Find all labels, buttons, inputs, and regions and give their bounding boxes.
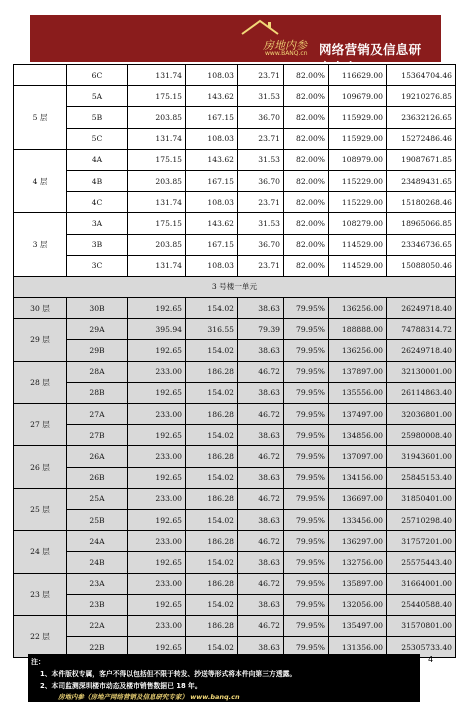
floor-cell: 3 层 [14, 213, 67, 277]
table-row [14, 615, 456, 636]
room-cell: 5B [67, 107, 128, 128]
value-cell: 79.95% [284, 361, 329, 382]
value-cell: 203.85 [128, 170, 186, 191]
value-cell: 203.85 [128, 107, 186, 128]
value-cell: 82.00% [284, 234, 329, 255]
value-cell: 131356.00 [329, 637, 387, 658]
value-cell: 131.74 [128, 255, 186, 276]
value-cell: 79.95% [284, 615, 329, 636]
value-cell: 136297.00 [329, 531, 387, 552]
value-cell: 192.65 [128, 552, 186, 573]
value-cell: 82.00% [284, 149, 329, 170]
room-cell: 27B [67, 425, 128, 446]
value-cell: 186.28 [186, 615, 238, 636]
value-cell: 154.02 [186, 637, 238, 658]
table-row [14, 531, 456, 552]
value-cell: 38.63 [238, 382, 284, 403]
value-cell: 36.70 [238, 170, 284, 191]
floor-cell: 30 层 [14, 298, 67, 319]
value-cell: 38.63 [238, 340, 284, 361]
table-row [14, 361, 456, 382]
value-cell: 25710298.40 [387, 509, 456, 530]
room-cell: 3B [67, 234, 128, 255]
table-row [14, 446, 456, 467]
value-cell: 79.95% [284, 298, 329, 319]
floor-cell: 27 层 [14, 404, 67, 446]
value-cell: 79.95% [284, 509, 329, 530]
value-cell: 82.00% [284, 255, 329, 276]
value-cell: 186.28 [186, 573, 238, 594]
floor-cell: 23 层 [14, 573, 67, 615]
value-cell: 38.63 [238, 298, 284, 319]
logo-text: 房地内参 [263, 39, 307, 52]
room-cell: 24B [67, 552, 128, 573]
value-cell: 108.03 [186, 192, 238, 213]
footer-notes [28, 654, 420, 702]
value-cell: 115929.00 [329, 128, 387, 149]
value-cell: 79.95% [284, 552, 329, 573]
table-row [14, 594, 456, 615]
table-row [14, 128, 456, 149]
value-cell: 192.65 [128, 637, 186, 658]
room-cell: 27A [67, 404, 128, 425]
room-cell: 25A [67, 488, 128, 509]
note-2: 2、本司监测深圳楼市动态及楼市销售数据已 18 年。 [40, 682, 202, 690]
value-cell: 46.72 [238, 404, 284, 425]
value-cell: 23.71 [238, 192, 284, 213]
value-cell: 115229.00 [329, 170, 387, 191]
value-cell: 23632126.65 [387, 107, 456, 128]
value-cell: 31.53 [238, 149, 284, 170]
value-cell: 115229.00 [329, 192, 387, 213]
value-cell: 132056.00 [329, 594, 387, 615]
room-cell: 25B [67, 509, 128, 530]
value-cell: 79.95% [284, 340, 329, 361]
value-cell: 46.72 [238, 488, 284, 509]
value-cell: 131.74 [128, 192, 186, 213]
table-row [14, 255, 456, 276]
table-row [14, 213, 456, 234]
value-cell: 132756.00 [329, 552, 387, 573]
table-row [14, 319, 456, 340]
value-cell: 135556.00 [329, 382, 387, 403]
value-cell: 137097.00 [329, 446, 387, 467]
table-row [14, 382, 456, 403]
page-number: 4 [428, 655, 434, 664]
value-cell: 23.71 [238, 255, 284, 276]
value-cell: 154.02 [186, 340, 238, 361]
value-cell: 23346736.65 [387, 234, 456, 255]
value-cell: 25980008.40 [387, 425, 456, 446]
value-cell: 188888.00 [329, 319, 387, 340]
floor-cell: 4 层 [14, 149, 67, 213]
value-cell: 25305733.40 [387, 637, 456, 658]
value-cell: 31.53 [238, 213, 284, 234]
floor-cell [14, 65, 67, 86]
value-cell: 137497.00 [329, 404, 387, 425]
value-cell: 186.28 [186, 446, 238, 467]
value-cell: 233.00 [128, 446, 186, 467]
room-cell: 29B [67, 340, 128, 361]
table-row [14, 467, 456, 488]
value-cell: 38.63 [238, 552, 284, 573]
value-cell: 131.74 [128, 65, 186, 86]
value-cell: 46.72 [238, 446, 284, 467]
room-cell: 3A [67, 213, 128, 234]
floor-cell: 24 层 [14, 531, 67, 573]
value-cell: 192.65 [128, 467, 186, 488]
value-cell: 192.65 [128, 594, 186, 615]
value-cell: 167.15 [186, 234, 238, 255]
value-cell: 46.72 [238, 531, 284, 552]
table-row [14, 170, 456, 191]
value-cell: 175.15 [128, 149, 186, 170]
room-cell: 3C [67, 255, 128, 276]
table-row [14, 552, 456, 573]
value-cell: 167.15 [186, 107, 238, 128]
value-cell: 79.95% [284, 488, 329, 509]
room-cell: 4A [67, 149, 128, 170]
value-cell: 82.00% [284, 192, 329, 213]
value-cell: 25575443.40 [387, 552, 456, 573]
value-cell: 109679.00 [329, 86, 387, 107]
value-cell: 108.03 [186, 255, 238, 276]
price-table [13, 64, 456, 658]
section-label: 3 号楼一单元 [14, 276, 456, 297]
value-cell: 31664001.00 [387, 573, 456, 594]
room-cell: 5A [67, 86, 128, 107]
value-cell: 26249718.40 [387, 298, 456, 319]
room-cell: 29A [67, 319, 128, 340]
value-cell: 108279.00 [329, 213, 387, 234]
value-cell: 114529.00 [329, 255, 387, 276]
value-cell: 233.00 [128, 488, 186, 509]
value-cell: 79.95% [284, 425, 329, 446]
value-cell: 82.00% [284, 86, 329, 107]
value-cell: 23.71 [238, 128, 284, 149]
table-row [14, 107, 456, 128]
value-cell: 74788314.72 [387, 319, 456, 340]
value-cell: 143.62 [186, 86, 238, 107]
value-cell: 192.65 [128, 340, 186, 361]
value-cell: 38.63 [238, 637, 284, 658]
table-row [14, 149, 456, 170]
table-row [14, 340, 456, 361]
value-cell: 233.00 [128, 573, 186, 594]
value-cell: 133456.00 [329, 509, 387, 530]
value-cell: 38.63 [238, 509, 284, 530]
value-cell: 108.03 [186, 65, 238, 86]
value-cell: 31570801.00 [387, 615, 456, 636]
value-cell: 18965066.85 [387, 213, 456, 234]
value-cell: 108979.00 [329, 149, 387, 170]
value-cell: 31.53 [238, 86, 284, 107]
value-cell: 31850401.00 [387, 488, 456, 509]
value-cell: 31757201.00 [387, 531, 456, 552]
value-cell: 137897.00 [329, 361, 387, 382]
value-cell: 167.15 [186, 170, 238, 191]
room-cell: 26B [67, 467, 128, 488]
value-cell: 23.71 [238, 65, 284, 86]
section-row [14, 276, 456, 297]
room-cell: 30B [67, 298, 128, 319]
floor-cell: 29 层 [14, 319, 67, 361]
value-cell: 25440588.40 [387, 594, 456, 615]
value-cell: 186.28 [186, 404, 238, 425]
value-cell: 32130001.00 [387, 361, 456, 382]
value-cell: 233.00 [128, 404, 186, 425]
value-cell: 192.65 [128, 298, 186, 319]
table-row [14, 65, 456, 86]
value-cell: 38.63 [238, 594, 284, 615]
value-cell: 19210276.85 [387, 86, 456, 107]
table-row [14, 404, 456, 425]
room-cell: 28A [67, 361, 128, 382]
value-cell: 233.00 [128, 615, 186, 636]
value-cell: 186.28 [186, 361, 238, 382]
value-cell: 26249718.40 [387, 340, 456, 361]
value-cell: 115929.00 [329, 107, 387, 128]
value-cell: 79.95% [284, 319, 329, 340]
value-cell: 36.70 [238, 107, 284, 128]
table-row [14, 488, 456, 509]
floor-cell: 26 层 [14, 446, 67, 488]
value-cell: 108.03 [186, 128, 238, 149]
room-cell: 23B [67, 594, 128, 615]
value-cell: 82.00% [284, 213, 329, 234]
value-cell: 79.95% [284, 637, 329, 658]
value-cell: 31943601.00 [387, 446, 456, 467]
table-row [14, 509, 456, 530]
floor-cell: 25 层 [14, 488, 67, 530]
value-cell: 79.95% [284, 404, 329, 425]
value-cell: 46.72 [238, 361, 284, 382]
room-cell: 22A [67, 615, 128, 636]
value-cell: 79.95% [284, 467, 329, 488]
room-cell: 5C [67, 128, 128, 149]
table-row [14, 234, 456, 255]
value-cell: 82.00% [284, 170, 329, 191]
table-row [14, 298, 456, 319]
value-cell: 82.00% [284, 128, 329, 149]
value-cell: 82.00% [284, 65, 329, 86]
value-cell: 46.72 [238, 615, 284, 636]
value-cell: 154.02 [186, 382, 238, 403]
note-1: 1、本件版权专属，客户不得以包括但不限于转发、抄送等形式将本件向第三方透露。 [40, 670, 297, 678]
value-cell: 36.70 [238, 234, 284, 255]
value-cell: 154.02 [186, 594, 238, 615]
room-cell: 26A [67, 446, 128, 467]
value-cell: 79.95% [284, 446, 329, 467]
table-row [14, 573, 456, 594]
floor-cell: 22 层 [14, 615, 67, 657]
value-cell: 23489431.65 [387, 170, 456, 191]
value-cell: 38.63 [238, 467, 284, 488]
table-row [14, 425, 456, 446]
value-cell: 79.95% [284, 382, 329, 403]
value-cell: 32036801.00 [387, 404, 456, 425]
value-cell: 186.28 [186, 531, 238, 552]
room-cell: 23A [67, 573, 128, 594]
value-cell: 233.00 [128, 361, 186, 382]
value-cell: 192.65 [128, 425, 186, 446]
logo-url: www.BANQ.cn [265, 50, 308, 57]
value-cell: 114529.00 [329, 234, 387, 255]
value-cell: 38.63 [238, 425, 284, 446]
room-cell: 24A [67, 531, 128, 552]
value-cell: 154.02 [186, 298, 238, 319]
value-cell: 175.15 [128, 213, 186, 234]
value-cell: 134156.00 [329, 467, 387, 488]
value-cell: 192.65 [128, 509, 186, 530]
value-cell: 26114863.40 [387, 382, 456, 403]
value-cell: 395.94 [128, 319, 186, 340]
floor-cell: 5 层 [14, 86, 67, 150]
value-cell: 15180268.46 [387, 192, 456, 213]
footer-brand: 房地内参（房地产网络营销及信息研究专家） www.banq.cn [58, 693, 240, 701]
table-row [14, 192, 456, 213]
header-title: 网络营销及信息研究专家 [319, 42, 422, 75]
value-cell: 203.85 [128, 234, 186, 255]
value-cell: 79.39 [238, 319, 284, 340]
room-cell: 22B [67, 637, 128, 658]
value-cell: 135497.00 [329, 615, 387, 636]
value-cell: 143.62 [186, 149, 238, 170]
value-cell: 15088050.46 [387, 255, 456, 276]
value-cell: 154.02 [186, 425, 238, 446]
table-row [14, 86, 456, 107]
value-cell: 233.00 [128, 531, 186, 552]
value-cell: 316.55 [186, 319, 238, 340]
value-cell: 25845153.40 [387, 467, 456, 488]
value-cell: 79.95% [284, 594, 329, 615]
room-cell: 28B [67, 382, 128, 403]
notes-label: 注： [31, 658, 45, 666]
value-cell: 116629.00 [329, 65, 387, 86]
value-cell: 46.72 [238, 573, 284, 594]
room-cell: 4C [67, 192, 128, 213]
value-cell: 186.28 [186, 488, 238, 509]
value-cell: 131.74 [128, 128, 186, 149]
room-cell: 4B [67, 170, 128, 191]
value-cell: 79.95% [284, 531, 329, 552]
value-cell: 79.95% [284, 573, 329, 594]
value-cell: 134856.00 [329, 425, 387, 446]
house-roof-icon [241, 19, 279, 35]
value-cell: 175.15 [128, 86, 186, 107]
value-cell: 192.65 [128, 382, 186, 403]
value-cell: 19087671.85 [387, 149, 456, 170]
value-cell: 15272486.46 [387, 128, 456, 149]
value-cell: 15364704.46 [387, 65, 456, 86]
value-cell: 82.00% [284, 107, 329, 128]
value-cell: 136697.00 [329, 488, 387, 509]
value-cell: 154.02 [186, 552, 238, 573]
value-cell: 154.02 [186, 467, 238, 488]
value-cell: 136256.00 [329, 298, 387, 319]
value-cell: 136256.00 [329, 340, 387, 361]
room-cell: 6C [67, 65, 128, 86]
value-cell: 135897.00 [329, 573, 387, 594]
value-cell: 154.02 [186, 509, 238, 530]
value-cell: 143.62 [186, 213, 238, 234]
floor-cell: 28 层 [14, 361, 67, 403]
